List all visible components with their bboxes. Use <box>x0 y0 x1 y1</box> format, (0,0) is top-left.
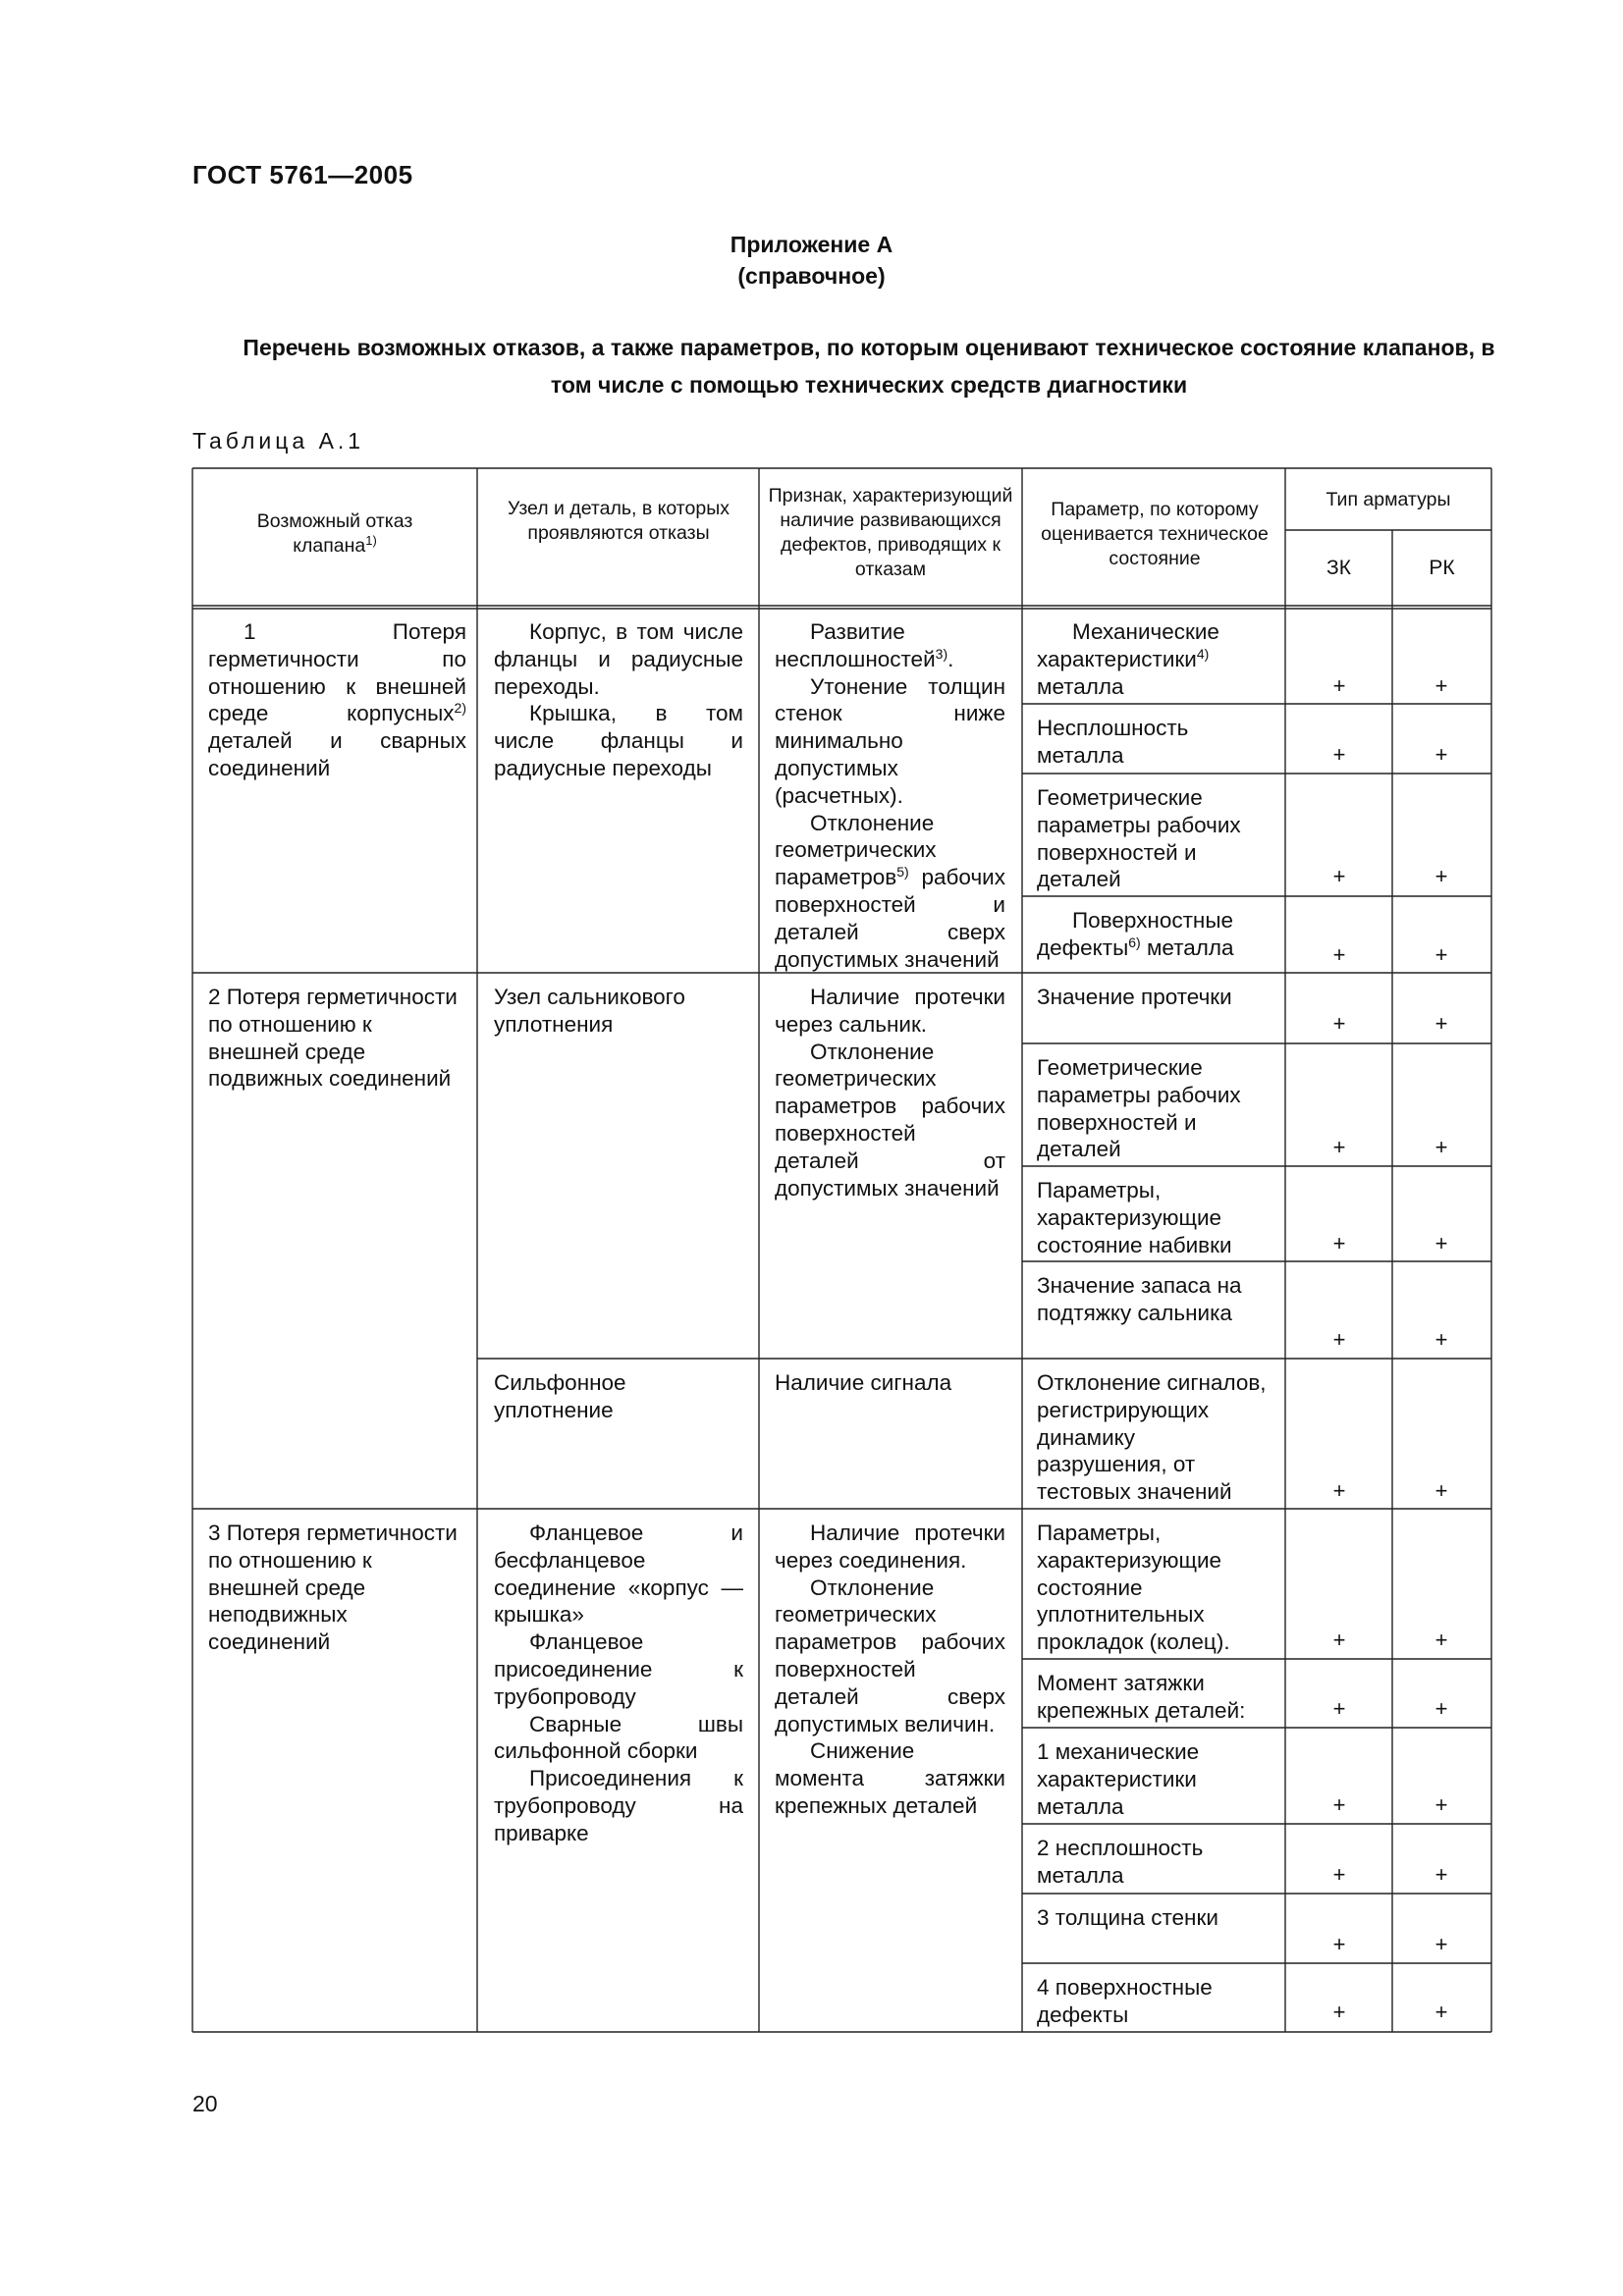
param-2-4: Значение запаса на подтяжку сальника <box>1037 1273 1242 1325</box>
mark-rk-12: + <box>1434 1792 1448 1817</box>
header-parameter: Параметр, по которому оценивается техническое состояние <box>1041 499 1269 569</box>
mark-zk-13: + <box>1332 1862 1346 1887</box>
mark-rk-7: + <box>1434 1231 1448 1255</box>
mark-zk-2: + <box>1332 742 1346 767</box>
header-sign: Признак, характеризующий наличие развивающихся дефектов, приводящих к отказам <box>768 485 1013 580</box>
param-2-1: Значение протечки <box>1037 985 1232 1009</box>
header-rk: РК <box>1429 557 1455 579</box>
header-valve-type: Тип арматуры <box>1325 489 1451 510</box>
param-2-5: Отклонение сигналов, регистрирующих динамику разрушения, от тестовых значений <box>1037 1370 1267 1505</box>
mark-rk-10: + <box>1434 1628 1448 1652</box>
mark-rk-15: + <box>1434 2000 1448 2024</box>
param-3-5: 3 толщина стенки <box>1037 1905 1218 1930</box>
param-1-1: Механические характеристики$^{4)}$ металла <box>1037 619 1219 699</box>
mark-rk-13: + <box>1434 1862 1448 1887</box>
sign-2a: Наличие протечки через сальник. Отклонение геометрических параметров рабочих поверхностей деталей от допустимых значений <box>775 985 1005 1201</box>
mark-rk-3: + <box>1434 864 1448 888</box>
mark-zk-5: + <box>1332 1011 1346 1036</box>
param-3-2: Момент затяжки крепежных деталей: <box>1037 1671 1246 1723</box>
param-3-6: 4 поверхностные дефекты <box>1037 1975 1213 2027</box>
mark-zk-10: + <box>1332 1628 1346 1652</box>
header-zk: ЗК <box>1326 557 1351 579</box>
param-1-4: Поверхностные дефекты$^{6)}$ металла <box>1037 908 1234 960</box>
mark-zk-15: + <box>1332 2000 1346 2024</box>
param-2-3: Параметры, характеризующие состояние набивки <box>1037 1178 1232 1257</box>
param-1-3: Геометрические параметры рабочих поверхностей и деталей <box>1037 785 1241 892</box>
unit-2b: Сильфонное уплотнение <box>494 1370 626 1422</box>
mark-zk-12: + <box>1332 1792 1346 1817</box>
param-1-2: Несплошность металла <box>1037 716 1189 768</box>
mark-zk-11: + <box>1332 1696 1346 1721</box>
mark-rk-4: + <box>1434 942 1448 967</box>
sign-1: Развитие несплошностей$^{3)}$. Утонение толщин стенок ниже минимально допустимых (расчетных). Отклонение геометрических параметров$^{5)}$ рабочих поверхностей и деталей сверх допустимых значений <box>775 619 1005 972</box>
mark-rk-14: + <box>1434 1932 1448 1956</box>
header-unit: Узел и деталь, в которых проявляются отказы <box>508 498 730 544</box>
table-label: Таблица А.1 <box>192 428 365 454</box>
mark-zk-14: + <box>1332 1932 1346 1956</box>
unit-1: Корпус, в том числе фланцы и радиусные переходы. Крышка, в том числе фланцы и радиусные переходы <box>494 619 743 780</box>
mark-zk-1: + <box>1332 673 1346 698</box>
mark-zk-6: + <box>1332 1135 1346 1159</box>
failure-2: 2 Потеря герметичности по отношению к внешней среде подвижных соединений <box>208 985 458 1092</box>
page-number: 20 <box>192 2091 218 2116</box>
table-caption: Перечень возможных отказов, а также параметров, по которым оценивают техническое состояние клапанов, в том числе с помощью технических средств диагностики <box>243 335 1495 398</box>
mark-rk-2: + <box>1434 742 1448 767</box>
appendix-title: Приложение А <box>730 232 893 257</box>
mark-zk-3: + <box>1332 864 1346 888</box>
mark-zk-4: + <box>1332 942 1346 967</box>
mark-rk-11: + <box>1434 1696 1448 1721</box>
appendix-note: (справочное) <box>737 263 886 289</box>
unit-2a: Узел сальникового уплотнения <box>494 985 685 1037</box>
sign-2b: Наличие сигнала <box>775 1370 952 1395</box>
failure-3: 3 Потеря герметичности по отношению к внешней среде неподвижных соединений <box>208 1521 458 1655</box>
mark-zk-9: + <box>1332 1478 1346 1503</box>
mark-zk-8: + <box>1332 1327 1346 1352</box>
param-3-3: 1 механические характеристики металла <box>1037 1739 1200 1819</box>
failure-1: 1 Потеря герметичности по отношению к внешней среде корпусных$^{2)}$ деталей и сварных соединений <box>208 619 466 780</box>
document-code: ГОСТ 5761—2005 <box>192 160 413 189</box>
param-3-1: Параметры, характеризующие состояние уплотнительных прокладок (колец). <box>1037 1521 1230 1655</box>
mark-rk-9: + <box>1434 1478 1448 1503</box>
mark-zk-7: + <box>1332 1231 1346 1255</box>
mark-rk-5: + <box>1434 1011 1448 1036</box>
param-3-4: 2 несплошность металла <box>1037 1836 1204 1888</box>
unit-3: Фланцевое и бесфланцевое соединение «корпус — крышка» Фланцевое присоединение к трубопроводу Сварные швы сильфонной сборки Присоединения к трубопроводу на приварке <box>494 1521 743 1845</box>
mark-rk-8: + <box>1434 1327 1448 1352</box>
param-2-2: Геометрические параметры рабочих поверхностей и деталей <box>1037 1055 1241 1162</box>
mark-rk-6: + <box>1434 1135 1448 1159</box>
header-failure: Возможный отказ клапана$^{1)}$ <box>256 510 413 557</box>
mark-rk-1: + <box>1434 673 1448 698</box>
sign-3: Наличие протечки через соединения. Отклонение геометрических параметров рабочих поверхностей деталей сверх допустимых величин. Снижение момента затяжки крепежных деталей <box>775 1521 1005 1818</box>
